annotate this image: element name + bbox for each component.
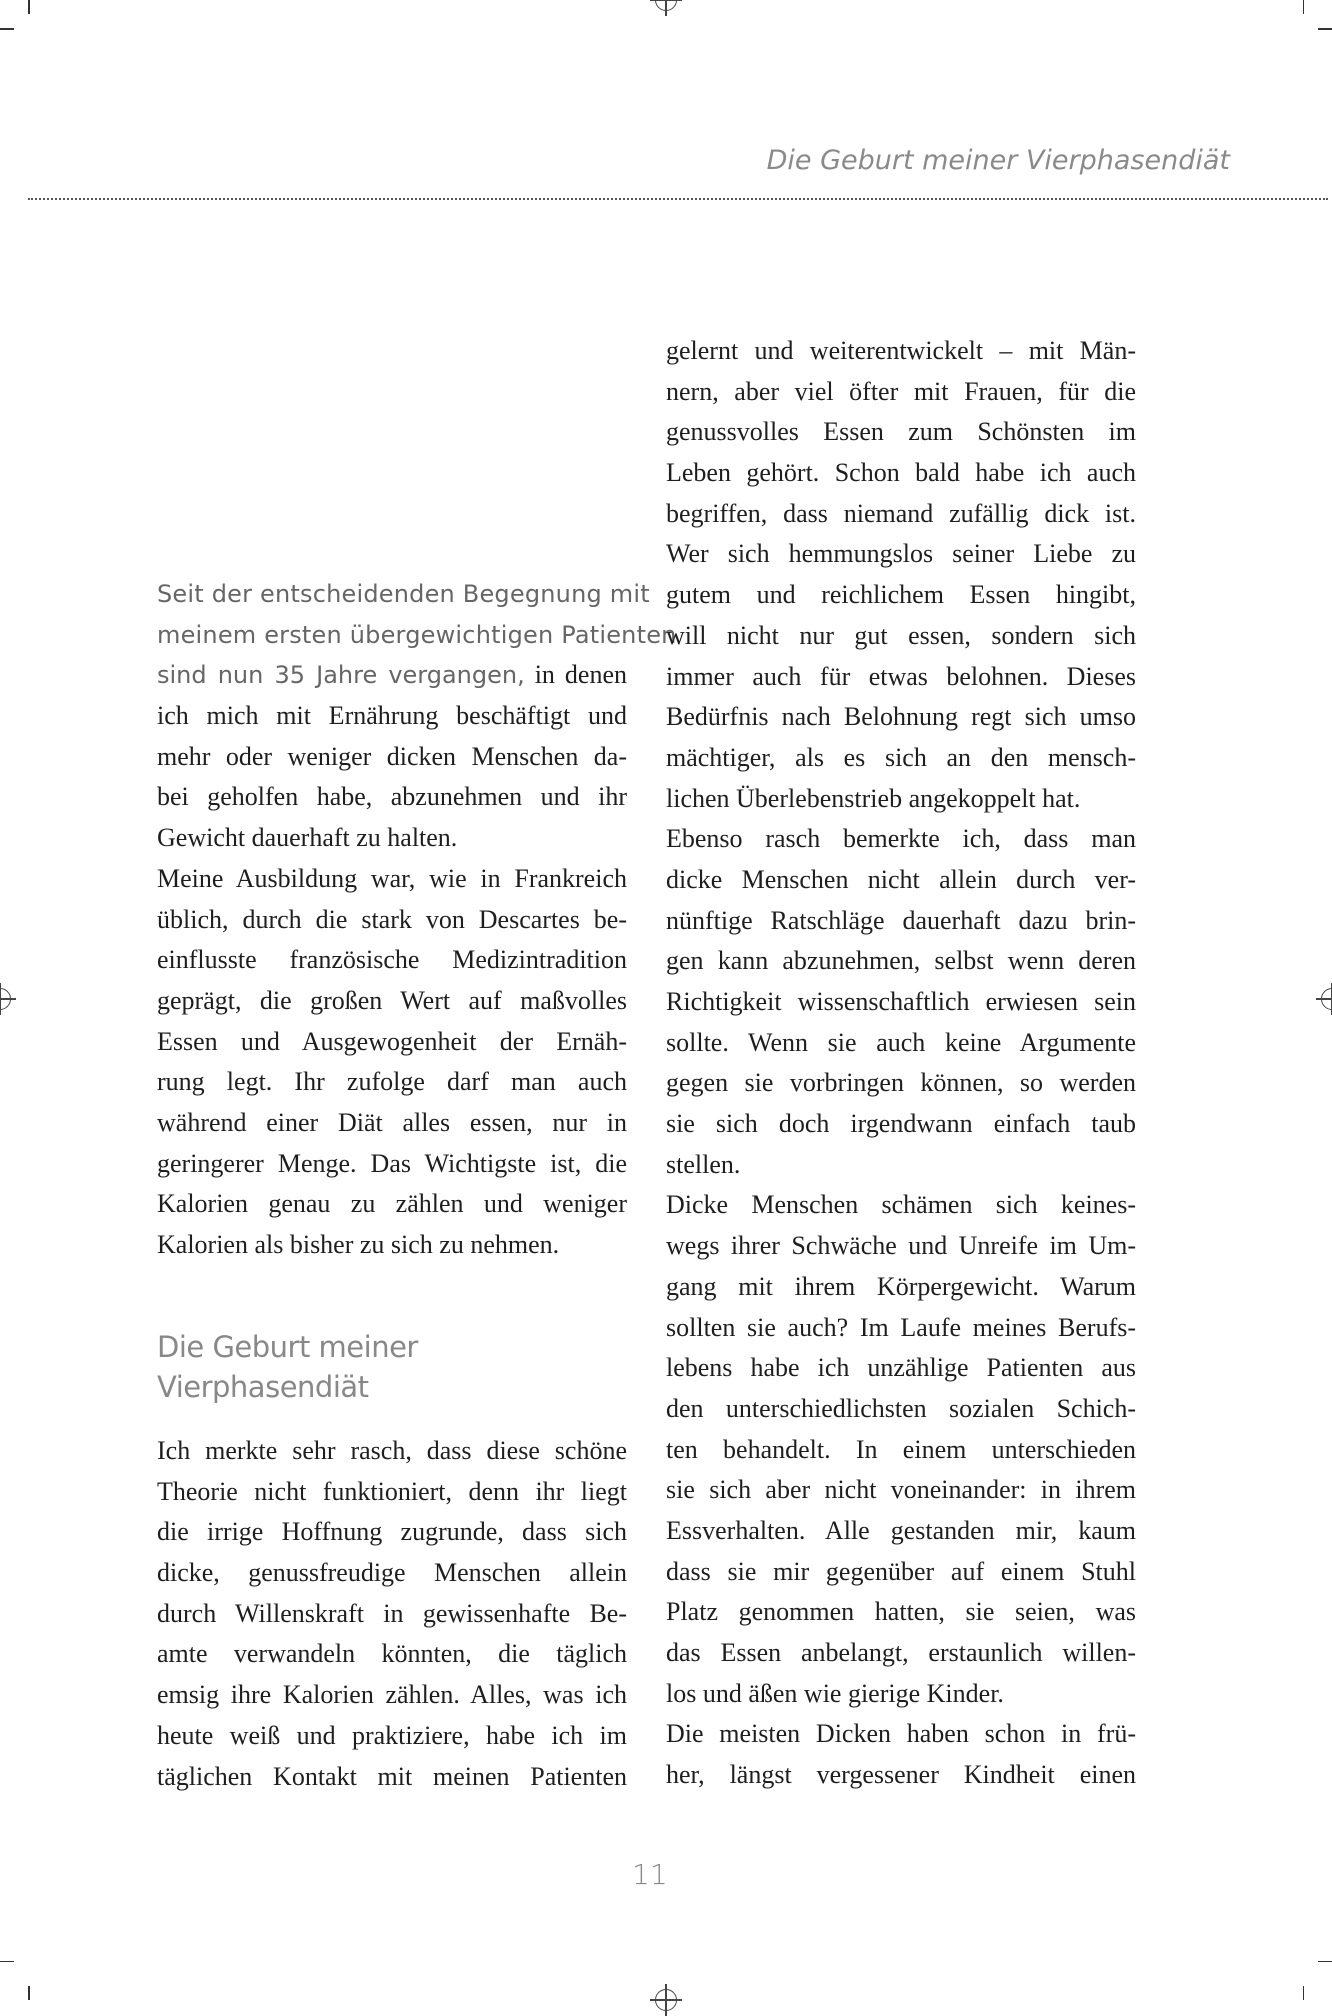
text-line: gen kann abzunehmen, selbst wenn deren — [666, 946, 1136, 976]
text-line: sie sich doch irgendwann einfach taub — [666, 1109, 1136, 1139]
text-line: Dicke Menschen schämen sich keines- — [666, 1190, 1136, 1220]
text-line: genussvolles Essen zum Schönsten im — [666, 417, 1136, 447]
text-line: üblich, durch die stark von Descartes be- — [157, 904, 627, 934]
text-line: wegs ihrer Schwäche und Unreife im Um- — [666, 1231, 1136, 1261]
text-line: nern, aber viel öfter mit Frauen, für die — [666, 376, 1136, 406]
text-line: geprägt, die großen Wert auf maßvolles — [157, 985, 627, 1015]
text-line: Essverhalten. Alle gestanden mir, kaum — [666, 1515, 1136, 1545]
text-line: emsig ihre Kalorien zählen. Alles, was ich — [157, 1680, 627, 1710]
registration-mark-top — [655, 0, 677, 11]
intro-mixed-serif: in denen — [524, 660, 627, 690]
intro-mixed-sans: sind nun 35 Jahre vergangen, — [157, 661, 525, 690]
text-line: den unterschiedlichsten sozialen Schich- — [666, 1393, 1136, 1423]
text-line: Bedürfnis nach Belohnung regt sich umso — [666, 702, 1136, 732]
text-line: gutem und reichlichem Essen hingibt, — [666, 580, 1136, 610]
text-line: amte verwandeln könnten, die täglich — [157, 1639, 627, 1669]
registration-mark-bottom — [655, 1989, 677, 2011]
text-line: Kalorien genau zu zählen und weniger — [157, 1189, 627, 1219]
text-line: gelernt und weiterentwickelt – mit Män- — [666, 336, 1136, 365]
text-line: mächtiger, als es sich an den mensch- — [666, 742, 1136, 772]
text-line: Die meisten Dicken haben schon in frü- — [666, 1719, 1136, 1749]
text-line: Platz genommen hatten, sie seien, was — [666, 1597, 1136, 1627]
crop-mark-top-left-vertical — [28, 0, 30, 14]
text-line: gang mit ihrem Körpergewicht. Warum — [666, 1271, 1136, 1301]
page-number: 11 — [632, 1858, 668, 1891]
text-line: lichen Überlebenstrieb angekoppelt hat. — [666, 783, 1081, 813]
text-line: los und äßen wie gierige Kinder. — [666, 1678, 1004, 1708]
crop-mark-bottom-right — [1318, 1961, 1332, 1963]
section-paragraph — [157, 1431, 627, 1797]
intro-mixed-line — [157, 655, 627, 696]
intro-sans-line: meinem ersten übergewichtigen Patienten — [157, 620, 677, 649]
registration-mark-left — [0, 988, 11, 1010]
text-line: immer auch für etwas belohnen. Dieses — [666, 661, 1136, 691]
crop-mark-bottom-left — [0, 1961, 14, 1963]
text-line: Ebenso rasch bemerkte ich, dass man — [666, 824, 1136, 854]
text-line: sie sich aber nicht voneinander: in ihrem — [666, 1475, 1136, 1505]
text-line: Richtigkeit wissenschaftlich erwiesen sein — [666, 987, 1136, 1016]
text-line: stellen. — [666, 1149, 741, 1179]
text-line: dicke Menschen nicht allein durch ver- — [666, 864, 1136, 894]
text-line: Gewicht dauerhaft zu halten. — [157, 823, 458, 853]
header-divider — [28, 198, 1328, 200]
text-line: einflusste französische Medizintradition — [157, 945, 627, 975]
section-heading-line: Vierphasendiät — [157, 1370, 369, 1404]
text-line: gegen sie vorbringen können, so werden — [666, 1068, 1136, 1098]
text-line: sollte. Wenn sie auch keine Argumente — [666, 1027, 1136, 1057]
text-line: Theorie nicht funktioniert, denn ihr liegt — [157, 1476, 627, 1506]
text-line: Leben gehört. Schon bald habe ich auch — [666, 458, 1136, 488]
text-line: bei geholfen habe, abzunehmen und ihr — [157, 782, 627, 812]
text-line: Meine Ausbildung war, wie in Frankreich — [157, 863, 627, 893]
text-line: ten behandelt. In einem unterschieden — [666, 1434, 1136, 1464]
section-heading — [157, 1327, 418, 1407]
text-line: dass sie mir gegenüber auf einem Stuhl — [666, 1556, 1136, 1586]
text-line: Essen und Ausgewogenheit der Ernäh- — [157, 1026, 627, 1056]
right-column — [666, 331, 1136, 1796]
text-line: dicke, genussfreudige Menschen allein — [157, 1558, 627, 1588]
text-line: her, längst vergessener Kindheit einen — [666, 1760, 1136, 1790]
text-line: geringerer Menge. Das Wichtigste ist, die — [157, 1148, 627, 1178]
text-line: Kalorien als bisher zu sich zu nehmen. — [157, 1230, 560, 1259]
crop-mark-bottom-right-vertical — [1303, 1986, 1305, 2000]
crop-mark-bottom-left-vertical — [28, 1986, 30, 2000]
section-heading-line: Die Geburt meiner — [157, 1330, 418, 1364]
text-line: die irrige Hoffnung zugrunde, dass sich — [157, 1517, 627, 1547]
text-line: lebens habe ich unzählige Patienten aus — [666, 1353, 1136, 1383]
text-line: täglichen Kontakt mit meinen Patienten — [157, 1761, 627, 1791]
text-line: will nicht nur gut essen, sondern sich — [666, 620, 1136, 650]
text-line: nünftige Ratschläge dauerhaft dazu brin- — [666, 905, 1136, 935]
intro-paragraph — [157, 574, 677, 1266]
text-line: ich mich mit Ernährung beschäftigt und — [157, 701, 627, 731]
intro-sans-line: Seit der entscheidenden Begegnung mit — [157, 580, 650, 608]
text-line: das Essen anbelangt, erstaunlich willen- — [666, 1638, 1136, 1667]
text-line: Ich merkte sehr rasch, dass diese schöne — [157, 1436, 627, 1465]
text-line: durch Willenskraft in gewissenhafte Be- — [157, 1598, 627, 1628]
crop-mark-top-left — [0, 28, 14, 30]
crop-mark-top-right — [1318, 28, 1332, 30]
registration-mark-right — [1321, 988, 1332, 1010]
crop-mark-top-right-vertical — [1303, 0, 1305, 14]
text-line: Wer sich hemmungslos seiner Liebe zu — [666, 539, 1136, 569]
text-line: heute weiß und praktiziere, habe ich im — [157, 1720, 627, 1750]
text-line: während einer Diät alles essen, nur in — [157, 1107, 627, 1137]
text-line: rung legt. Ihr zufolge darf man auch — [157, 1067, 627, 1097]
running-head: Die Geburt meiner Vierphasendiät — [766, 145, 1230, 176]
text-line: mehr oder weniger dicken Menschen da- — [157, 741, 627, 771]
text-line: sollten sie auch? Im Laufe meines Berufs- — [666, 1312, 1136, 1342]
text-line: begriffen, dass niemand zufällig dick ist. — [666, 498, 1136, 528]
